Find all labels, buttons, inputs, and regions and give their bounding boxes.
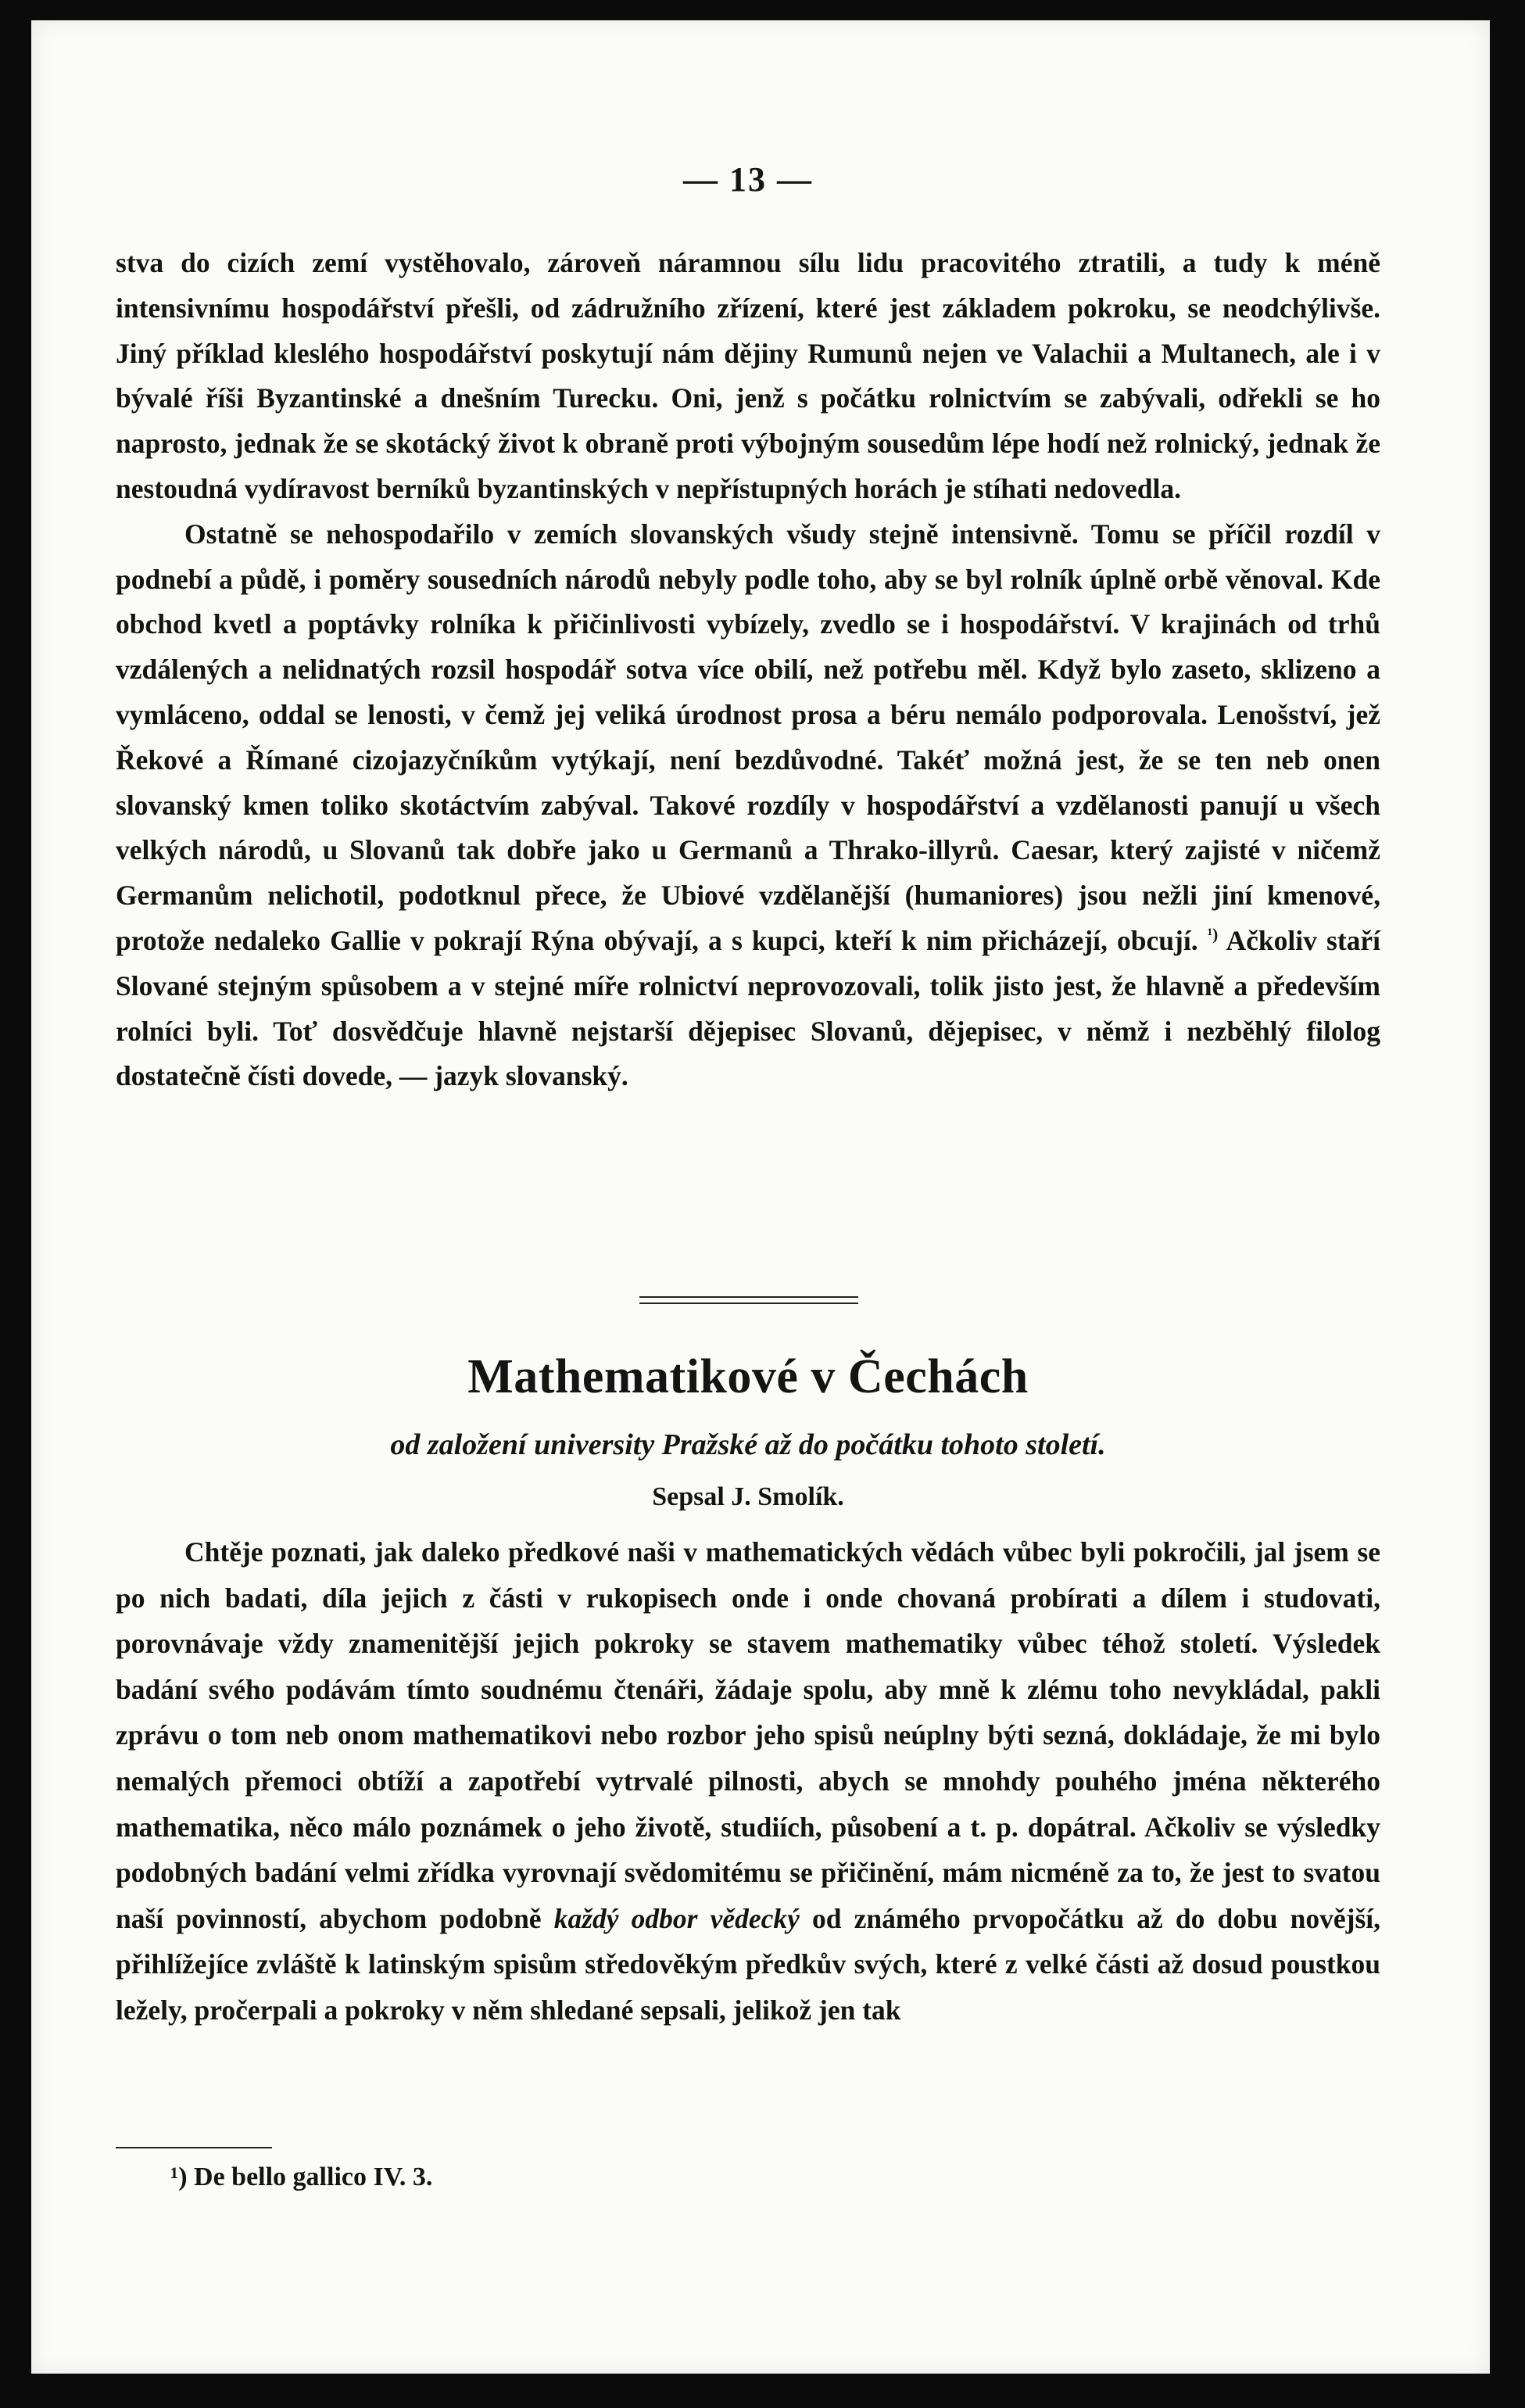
article-body — [116, 1529, 1380, 2034]
paragraph-text: od známého prvopočátku až do dobu novější, přihlížejíce zvláště k latinským spisům středověkým předkův svých, které z velké části až dosud poustkou ležely, pročerpali a pokroky v něm shledané sepsali, jelikož jen tak — [116, 1902, 1381, 2026]
emphasis-text: každý odbor vědecký — [553, 1902, 800, 1934]
article-title: Mathematikové v Čechách — [467, 1350, 1029, 1403]
paragraph-text: Ostatně se nehospodařilo v zemích slovanských všudy stejně intensivně. Tomu se příčil rozdíl v podnebí a půdě, i poměry sousedních národů nebyly podle toho, aby se byl rolník úplně orbě věnoval. Kde obchod kvetl a poptávky rolníka k přičinlivosti vybízely, zvedlo se i hospodářství. V krajinách od trhů vzdálených a nelidnatých rozsil hospodář sotva více obilí, než potřebu měl. Když bylo zaseto, sklizeno a vymláceno, oddal se lenosti, v čemž jej veliká úrodnost prosa a béru nemálo podporovala. Lenošství, jež Řekové a Římané cizojazyčníkům vytýkají, není bezdůvodné. Takéť možná jest, že se ten neb onen slovanský kmen toliko skotáctvím zabýval. Takové rozdíly v hospodářství a vzdělanosti panují u všech velkých národů, u Slovanů tak dobře jako u Germanů a Thrako-illyrů. Caesar, který zajisté v ničemž Germanům nelichotil, podotknul přece, že Ubiové vzdělanější (humaniores) jsou nežli jiní kmenové, protože nedaleko Gallie v pokrají Rýna obývají, a s kupci, kteří k nim přicházejí, obcují. — [116, 518, 1380, 956]
book-page — [31, 20, 1490, 2374]
paragraph — [116, 1529, 1380, 2034]
footnote-marker: ¹) — [170, 2163, 188, 2191]
paragraph: stva do cizích zemí vystěhovalo, zároveň náramnou sílu lidu pracovitého ztratili, a tudy k méně intensivnímu hospodářství přešli, od zádružního zřízení, které jest základem pokroku, se neodchýlivše. Jiný příklad kleslého hospodářství poskytují nám dějiny Rumunů nejen ve Valachii a Multanech, ale i v bývalé říši Byzantinské a dnešním Turecku. Oni, jenž s počátku rolnictvím se zabývali, odřekli se ho naprosto, jednak že se skotácký život k obraně proti výbojným sousedům lépe hodí než rolnický, jednak že nestoudná vydíravost berníků byzantinských v nepřístupných horách je stíhati nedovedla. — [116, 247, 1380, 504]
footnote-rule — [116, 2147, 272, 2148]
footnote-reference: ¹) — [1207, 925, 1219, 944]
footnote-text: De bello gallico IV. 3. — [194, 2163, 433, 2191]
footnote — [170, 2163, 432, 2192]
page-number: — 13 — — [683, 160, 813, 199]
article-author: Sepsal J. Smolík. — [652, 1482, 844, 1511]
paragraph — [116, 512, 1380, 1099]
paragraph-text: Ačkoliv staří Slované stejným spůsobem a v stejné míře rolnictví neprovozovali, tolik jisto jest, že hlavně a především rolníci byli. Toť dosvědčuje hlavně nejstarší dějepisec Slovanů, dějepisec, v němž i nezběhlý filolog dostatečně čísti dovede, — jazyk slovanský. — [116, 924, 1381, 1092]
section-divider — [639, 1296, 858, 1304]
paragraph-text: Chtěje poznati, jak daleko předkové naši v mathematických vědách vůbec byli pokročili, jal jsem se po nich badati, díla jejich z části v rukopisech onde i onde chovaná probírati a dílem i studovati, porovnávaje vždy znamenitější jejich pokroky se stavem mathematiky vůbec téhož století. Výsledek badání svého podávám tímto soudnému čtenáři, žádaje spolu, aby mně k zlému toho nevykládal, pakli zprávu o tom neb onom mathematikovi nebo rozbor jeho spisů neúplny býti sezná, dokládaje, že mi bylo nemalých přemoci obtíží a zapotřebí vytrvalé pilnosti, abych se mnohdy pouhého jména některého mathematika, něco málo poznámek o jeho životě, studiích, působení a t. p. dopátral. Ačkoliv se výsledky podobných badání velmi zřídka vyrovnají svědomitému se přičinění, mám nicméně za to, že jest to svatou naší povinností, abychom podobně — [116, 1536, 1380, 1934]
article-subtitle: od založení university Pražské až do počátku tohoto století. — [390, 1428, 1106, 1461]
continuation-text — [116, 241, 1380, 1099]
